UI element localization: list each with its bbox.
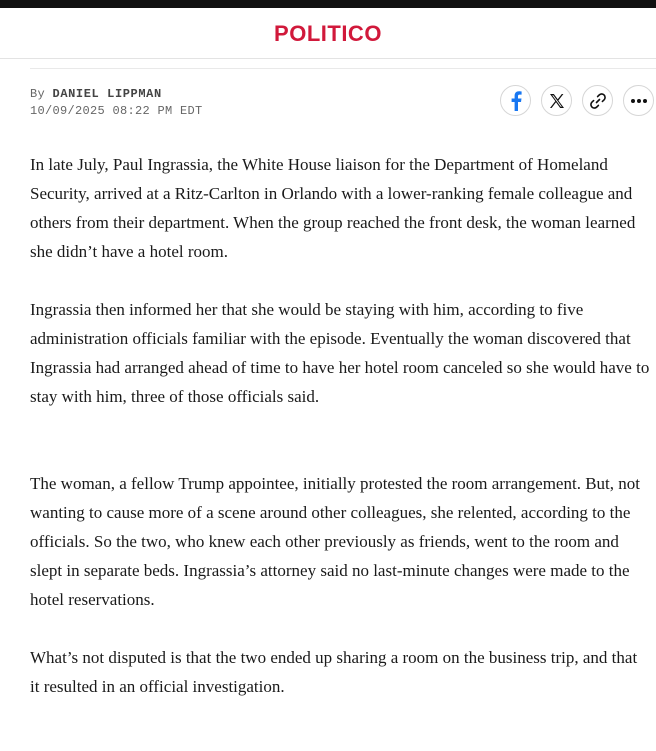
- article-body: [30, 150, 650, 730]
- publish-timestamp: 10/09/2025 08:22 PM EDT: [30, 104, 203, 118]
- share-toolbar: [490, 85, 656, 116]
- article-paragraph: The woman, a fellow Trump appointee, initially protested the room arrangement. But, not wanting to cause more of a scene around other colleagues, she relented, according to the officials. So the two, who knew each other previously as friends, went to the room and slept in separate beds. Ingrassia’s attorney said no last-minute changes were made to the hotel reservations.: [30, 474, 640, 609]
- link-icon: [589, 92, 607, 110]
- copy-link-button[interactable]: [582, 85, 613, 116]
- byline: [30, 86, 203, 120]
- article-paragraph: Ingrassia then informed her that she would be staying with him, according to five administration officials familiar with the episode. Eventually the woman discovered that Ingrassia had arranged ahead of time to have her hotel room canceled so she would have to stay with him, three of those officials said.: [30, 300, 650, 406]
- author-link[interactable]: DANIEL LIPPMAN: [52, 87, 162, 101]
- facebook-icon: [510, 91, 522, 111]
- more-icon: [630, 98, 648, 104]
- masthead: [0, 8, 656, 59]
- x-icon: [549, 93, 565, 109]
- article-paragraph: In late July, Paul Ingrassia, the White House liaison for the Department of Homeland Security, arrived at a Ritz-Carlton in Orlando with a lower-ranking female colleague and others from their department. When the group reached the front desk, the woman learned she didn’t have a hotel room.: [30, 155, 636, 261]
- byline-prefix: By: [30, 87, 46, 101]
- more-options-button[interactable]: [623, 85, 654, 116]
- divider: [30, 68, 656, 69]
- author-line: [30, 86, 203, 103]
- politico-logo[interactable]: POLITICO: [274, 21, 382, 46]
- x-share-button[interactable]: [541, 85, 572, 116]
- facebook-share-button[interactable]: [500, 85, 531, 116]
- top-bar: [0, 0, 656, 8]
- article-paragraph: What’s not disputed is that the two ended up sharing a room on the business trip, and that it resulted in an official investigation.: [30, 648, 638, 696]
